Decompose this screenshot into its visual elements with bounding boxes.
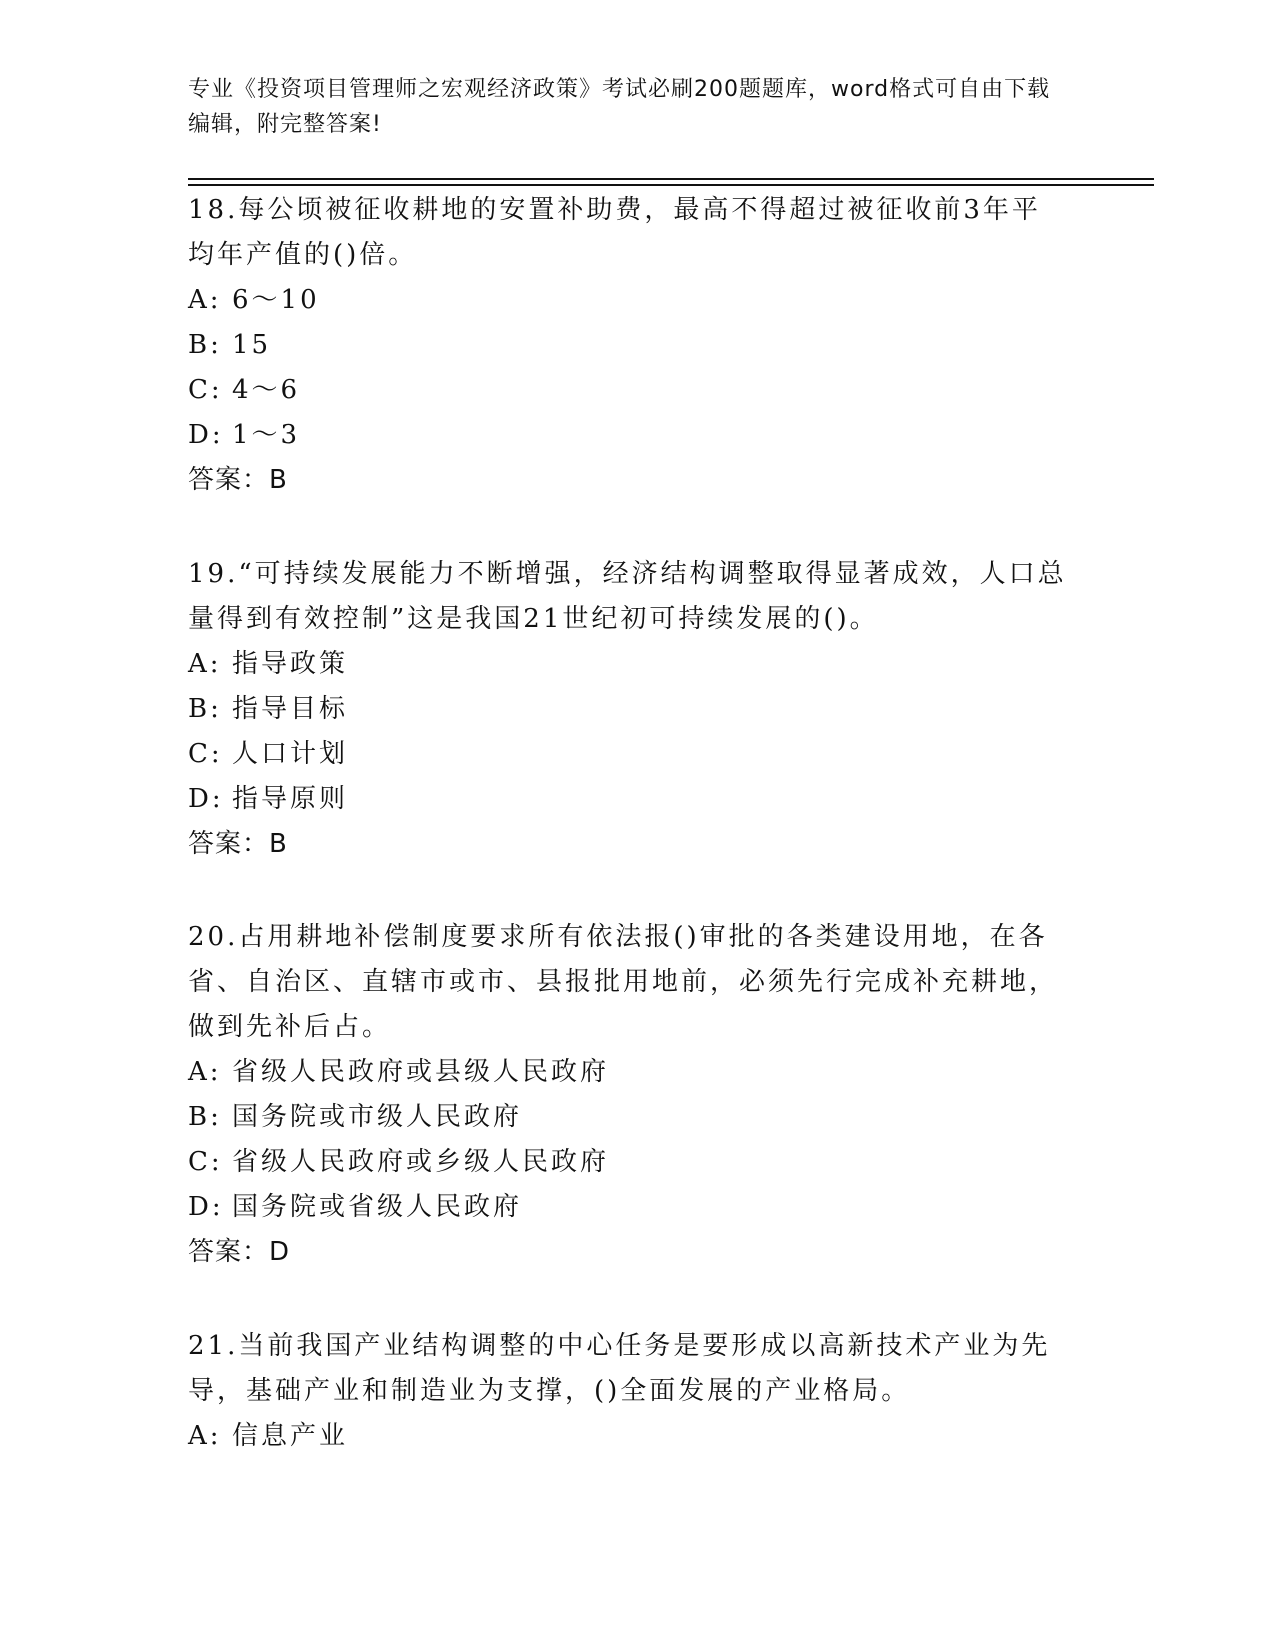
option-text: 省级人民政府或乡级人民政府 [232, 1147, 610, 1177]
option-text: 省级人民政府或县级人民政府 [232, 1057, 610, 1087]
question-21 [188, 1324, 1088, 1459]
option-text: 指导目标 [232, 694, 349, 724]
option-key: C: [188, 375, 223, 405]
option-c [188, 732, 1088, 777]
question-19 [188, 552, 1088, 867]
answer: 答案：B [188, 829, 288, 859]
option-key: D: [188, 1192, 224, 1222]
header-divider-bottom [188, 184, 1154, 186]
option-a [188, 1050, 1088, 1095]
answer: 答案：D [188, 1237, 291, 1267]
option-key: A: [188, 649, 222, 679]
option-text: 信息产业 [232, 1421, 349, 1451]
option-key: A: [188, 1057, 222, 1087]
option-key: C: [188, 739, 223, 769]
header-title: 专业《投资项目管理师之宏观经济政策》考试必刷200题题库，word格式可自由下载编辑，附完整答案! [188, 77, 1051, 137]
option-text: 人口计划 [232, 739, 349, 769]
question-stem: 18.每公顷被征收耕地的安置补助费，最高不得超过被征收前3年平均年产值的()倍。 [188, 195, 1041, 270]
question-stem: 19.“可持续发展能力不断增强，经济结构调整取得显著成效，人口总量得到有效控制”这是我国21世纪初可持续发展的()。 [188, 559, 1067, 634]
question-stem: 21.当前我国产业结构调整的中心任务是要形成以高新技术产业为先导，基础产业和制造业为支撑，()全面发展的产业格局。 [188, 1331, 1051, 1406]
option-a [188, 642, 1088, 687]
question-stem: 20.占用耕地补偿制度要求所有依法报()审批的各类建设用地，在各省、自治区、直辖市或市、县报批用地前，必须先行完成补充耕地，做到先补后占。 [188, 922, 1059, 1042]
option-key: D: [188, 420, 224, 450]
option-key: C: [188, 1147, 223, 1177]
option-d [188, 1185, 1088, 1230]
option-key: A: [188, 285, 222, 315]
option-key: B: [188, 694, 222, 724]
option-text: 指导政策 [232, 649, 349, 679]
option-key: B: [188, 330, 222, 360]
option-c [188, 368, 1088, 413]
answer: 答案：B [188, 465, 288, 495]
option-a [188, 278, 1088, 323]
option-a [188, 1414, 1088, 1459]
question-20 [188, 915, 1088, 1275]
option-text: 6～10 [232, 285, 320, 315]
option-key: D: [188, 784, 224, 814]
option-text: 1～3 [232, 420, 301, 450]
option-b [188, 323, 1088, 368]
option-b [188, 1095, 1088, 1140]
option-key: B: [188, 1102, 222, 1132]
option-text: 指导原则 [232, 784, 349, 814]
header-divider-top [188, 178, 1154, 180]
option-key: A: [188, 1421, 222, 1451]
option-d [188, 777, 1088, 822]
option-text: 15 [232, 330, 272, 360]
option-c [188, 1140, 1088, 1185]
option-text: 4～6 [232, 375, 301, 405]
option-b [188, 687, 1088, 732]
option-text: 国务院或市级人民政府 [232, 1102, 523, 1132]
question-18 [188, 188, 1088, 503]
option-text: 国务院或省级人民政府 [232, 1192, 523, 1222]
option-d [188, 413, 1088, 458]
document-header [188, 72, 1068, 142]
